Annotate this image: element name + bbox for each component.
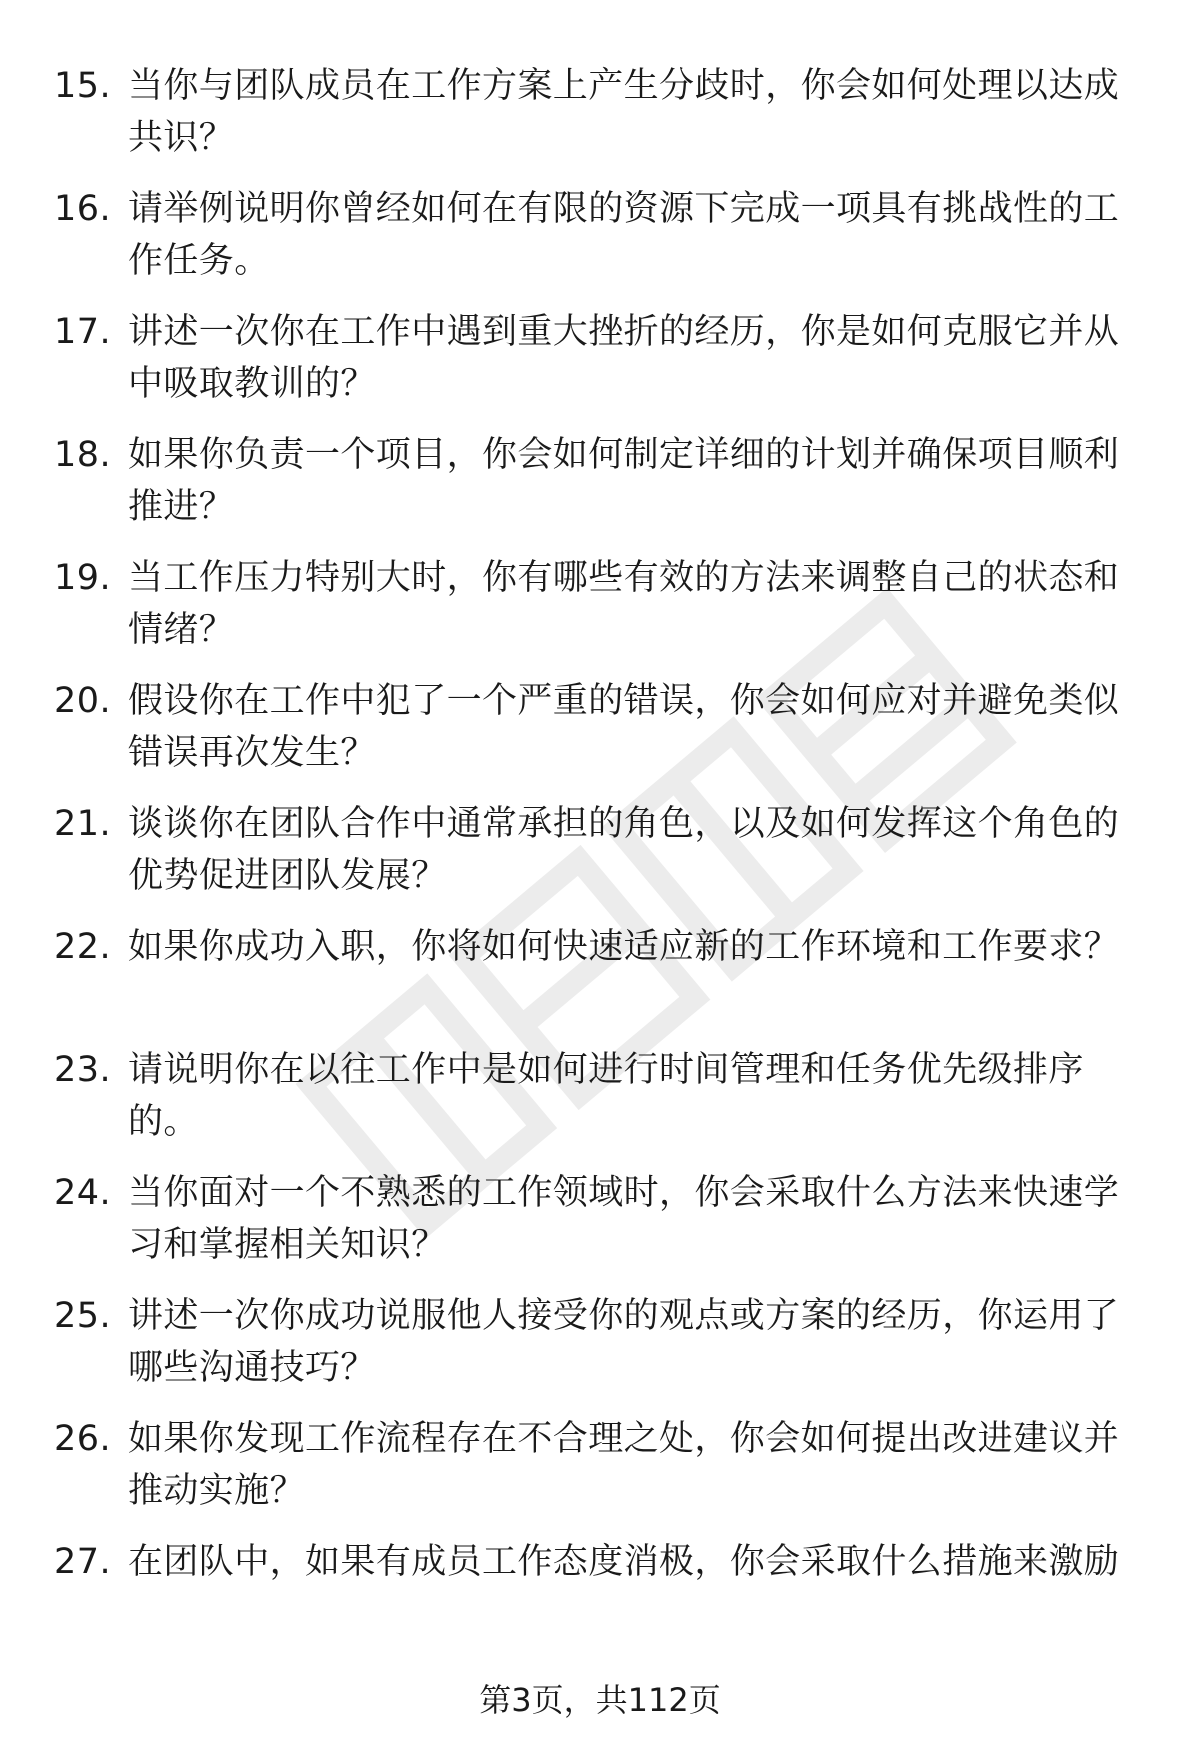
question-number: 22. bbox=[54, 927, 112, 967]
question-number: 26. bbox=[54, 1419, 112, 1459]
page-footer: 第3页，共112页 bbox=[479, 1681, 721, 1719]
question-number: 17. bbox=[54, 312, 112, 352]
question-number: 25. bbox=[54, 1296, 112, 1336]
watermark bbox=[160, 560, 1160, 1260]
question-text: 如果你发现工作流程存在不合理之处，你会如何提出改进建议并推动实施？ bbox=[128, 1419, 1120, 1511]
question-text: 如果你负责一个项目，你会如何制定详细的计划并确保项目顺利推进？ bbox=[128, 435, 1120, 527]
question-text: 在团队中，如果有成员工作态度消极，你会采取什么措施来激励 bbox=[128, 1542, 1120, 1582]
question-item bbox=[0, 675, 1200, 785]
question-text: 谈谈你在团队合作中通常承担的角色，以及如何发挥这个角色的优势促进团队发展？ bbox=[128, 804, 1120, 896]
question-item bbox=[0, 1413, 1200, 1523]
question-number: 27. bbox=[54, 1542, 112, 1582]
question-item bbox=[0, 1536, 1200, 1596]
question-number: 23. bbox=[54, 1050, 112, 1090]
question-text: 请举例说明你曾经如何在有限的资源下完成一项具有挑战性的工作任务。 bbox=[128, 189, 1120, 281]
question-number: 16. bbox=[54, 189, 112, 229]
question-text: 讲述一次你在工作中遇到重大挫折的经历，你是如何克服它并从中吸取教训的？ bbox=[128, 312, 1120, 404]
question-text: 当你与团队成员在工作方案上产生分歧时，你会如何处理以达成共识？ bbox=[128, 66, 1120, 158]
question-item bbox=[0, 60, 1200, 170]
question-number: 21. bbox=[54, 804, 112, 844]
question-number: 15. bbox=[54, 66, 112, 106]
question-number: 20. bbox=[54, 681, 112, 721]
question-item bbox=[0, 429, 1200, 539]
question-item bbox=[0, 798, 1200, 908]
question-text: 讲述一次你成功说服他人接受你的观点或方案的经历，你运用了哪些沟通技巧？ bbox=[128, 1296, 1120, 1388]
question-item bbox=[0, 306, 1200, 416]
question-text: 当你面对一个不熟悉的工作领域时，你会采取什么方法来快速学习和掌握相关知识？ bbox=[128, 1173, 1120, 1265]
question-number: 19. bbox=[54, 558, 112, 598]
question-item bbox=[0, 921, 1200, 1031]
question-number: 18. bbox=[54, 435, 112, 475]
question-text: 如果你成功入职，你将如何快速适应新的工作环境和工作要求？ bbox=[128, 927, 1120, 967]
question-text: 请说明你在以往工作中是如何进行时间管理和任务优先级排序的。 bbox=[128, 1050, 1084, 1142]
question-item bbox=[0, 1044, 1200, 1154]
question-text: 当工作压力特别大时，你有哪些有效的方法来调整自己的状态和情绪？ bbox=[128, 558, 1120, 650]
question-item bbox=[0, 552, 1200, 662]
question-number: 24. bbox=[54, 1173, 112, 1213]
question-item bbox=[0, 1167, 1200, 1277]
question-item bbox=[0, 183, 1200, 293]
question-item bbox=[0, 1290, 1200, 1400]
question-text: 假设你在工作中犯了一个严重的错误，你会如何应对并避免类似错误再次发生？ bbox=[128, 681, 1120, 773]
